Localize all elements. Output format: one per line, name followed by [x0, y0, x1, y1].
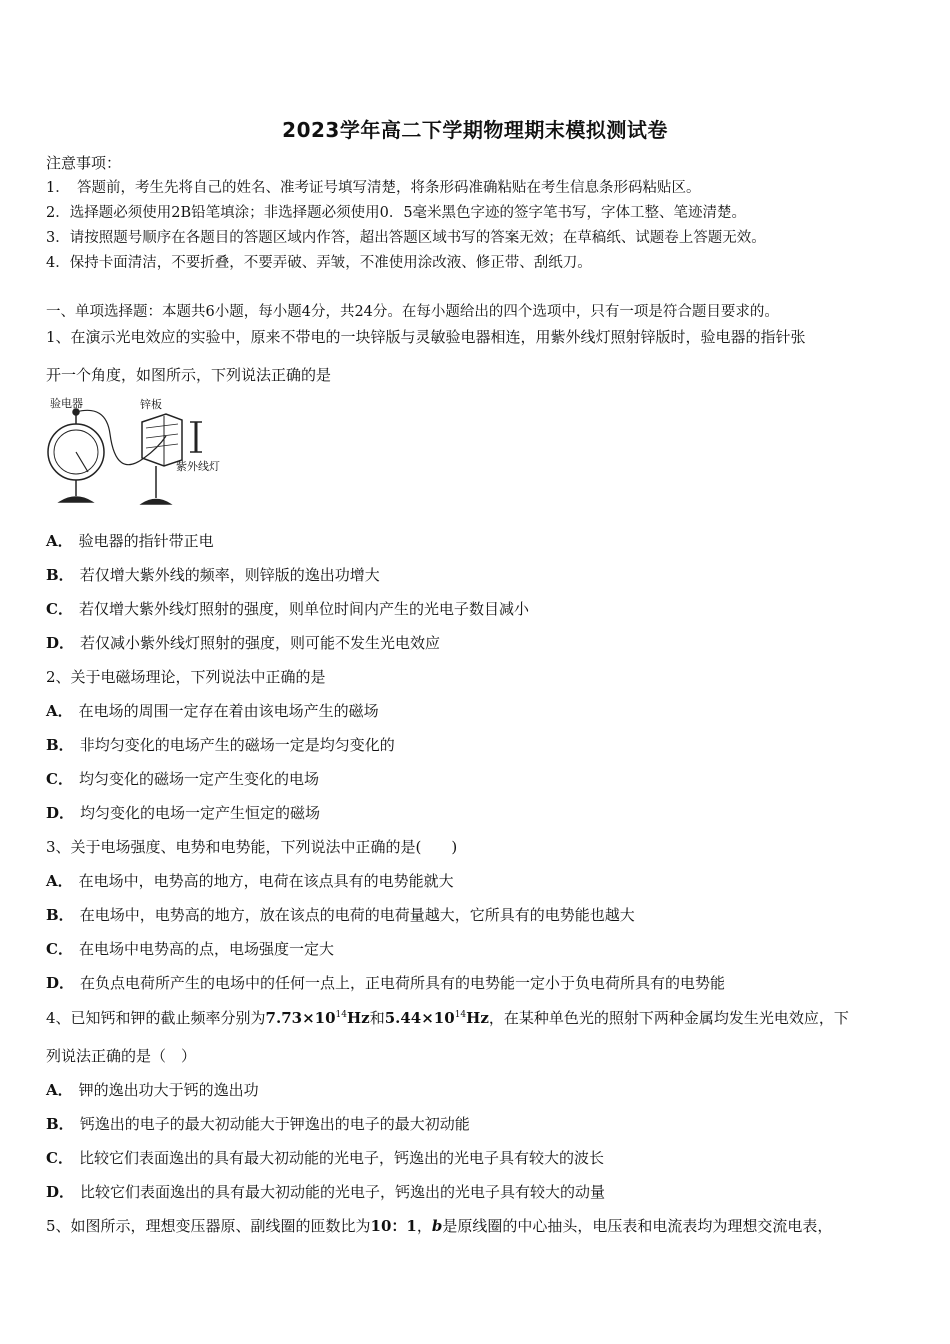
- photoelectric-apparatus-drawing: [46, 394, 236, 516]
- q1-stem-line1: 1、在演示光电效应的实验中，原来不带电的一块锌版与灵敏验电器相连，用紫外线灯照射锌版时，验电器的指针张: [46, 328, 806, 346]
- notice-item-3: 3．请按照题号顺序在各题目的答题区域内作答，超出答题区域书写的答案无效；在草稿纸、试题卷上答题无效。: [46, 230, 766, 246]
- notice-item-4: 4．保持卡面清洁，不要折叠，不要弄破、弄皱，不准使用涂改液、修正带、刮纸刀。: [46, 255, 592, 271]
- q1-stem-line2: 开一个角度，如图所示，下列说法正确的是: [46, 366, 332, 384]
- q2-stem: 2、关于电磁场理论，下列说法中正确的是: [46, 668, 326, 686]
- notice-item-1: 1． 答题前，考生先将自己的姓名、准考证号填写清楚，将条形码准确粘贴在考生信息条形码粘贴区。: [46, 180, 701, 196]
- q4-option-d: D． 比较它们表面逸出的具有最大初动能的光电子，钙逸出的光电子具有较大的动量: [46, 1183, 606, 1201]
- label-electroscope: 验电器: [50, 397, 83, 410]
- q2-option-c: C． 均匀变化的磁场一定产生变化的电场: [46, 770, 319, 788]
- q1-option-a: A． 验电器的指针带正电: [46, 532, 214, 550]
- q1-figure: [46, 394, 236, 516]
- label-zinc-plate: 锌板: [140, 398, 162, 411]
- notice-heading: 注意事项：: [46, 154, 122, 172]
- q3-option-c: C． 在电场中电势高的点，电场强度一定大: [46, 940, 334, 958]
- q4-option-a: A． 钾的逸出功大于钙的逸出功: [46, 1081, 259, 1099]
- q2-option-d: D． 均匀变化的电场一定产生恒定的磁场: [46, 804, 321, 822]
- notice-item-2: 2．选择题必须使用2B铅笔填涂；非选择题必须使用0．5毫米黑色字迹的签字笔书写，字体工整、笔迹清楚。: [46, 205, 747, 221]
- q4-option-b: B． 钙逸出的电子的最大初动能大于钾逸出的电子的最大初动能: [46, 1115, 470, 1133]
- q4-stem-line2: 列说法正确的是（ ）: [46, 1047, 197, 1065]
- q3-option-d: D． 在负点电荷所产生的电场中的任何一点上，正电荷所具有的电势能一定小于负电荷所具有的电势能: [46, 974, 726, 992]
- q1-option-b: B． 若仅增大紫外线的频率，则锌版的逸出功增大: [46, 566, 380, 584]
- q3-option-a: A． 在电场中，电势高的地方，电荷在该点具有的电势能就大: [46, 872, 454, 890]
- q4-option-c: C． 比较它们表面逸出的具有最大初动能的光电子，钙逸出的光电子具有较大的波长: [46, 1149, 604, 1167]
- label-uv-lamp: 紫外线灯: [176, 460, 220, 473]
- q3-stem: 3、关于电场强度、电势和电势能，下列说法中正确的是( ): [46, 838, 458, 856]
- q4-stem-line1: 4、已知钙和钾的截止频率分别为$7.73\times 10^{14}Hz$和$5.44\times 10^{14}Hz$，在某种单色光的照射下两种金属均发生光电效应，下: [46, 1009, 849, 1027]
- q5-stem: 5、如图所示，理想变压器原、副线圈的匝数比为10：1，b是原线圈的中心抽头，电压表和电流表均为理想交流电表，: [46, 1217, 833, 1235]
- q2-option-b: B． 非均匀变化的电场产生的磁场一定是均匀变化的: [46, 736, 395, 754]
- q2-option-a: A． 在电场的周围一定存在着由该电场产生的磁场: [46, 702, 379, 720]
- section-heading: 一、单项选择题：本题共6小题，每小题4分，共24分。在每小题给出的四个选项中，只有一项是符合题目要求的。: [46, 304, 779, 320]
- q1-option-d: D． 若仅减小紫外线灯照射的强度，则可能不发生光电效应: [46, 634, 441, 652]
- q3-option-b: B． 在电场中，电势高的地方，放在该点的电荷的电荷量越大，它所具有的电势能也越大: [46, 906, 635, 924]
- q1-option-c: C． 若仅增大紫外线灯照射的强度，则单位时间内产生的光电子数目减小: [46, 600, 529, 618]
- page-title: 2023学年高二下学期物理期末模拟测试卷: [282, 118, 668, 142]
